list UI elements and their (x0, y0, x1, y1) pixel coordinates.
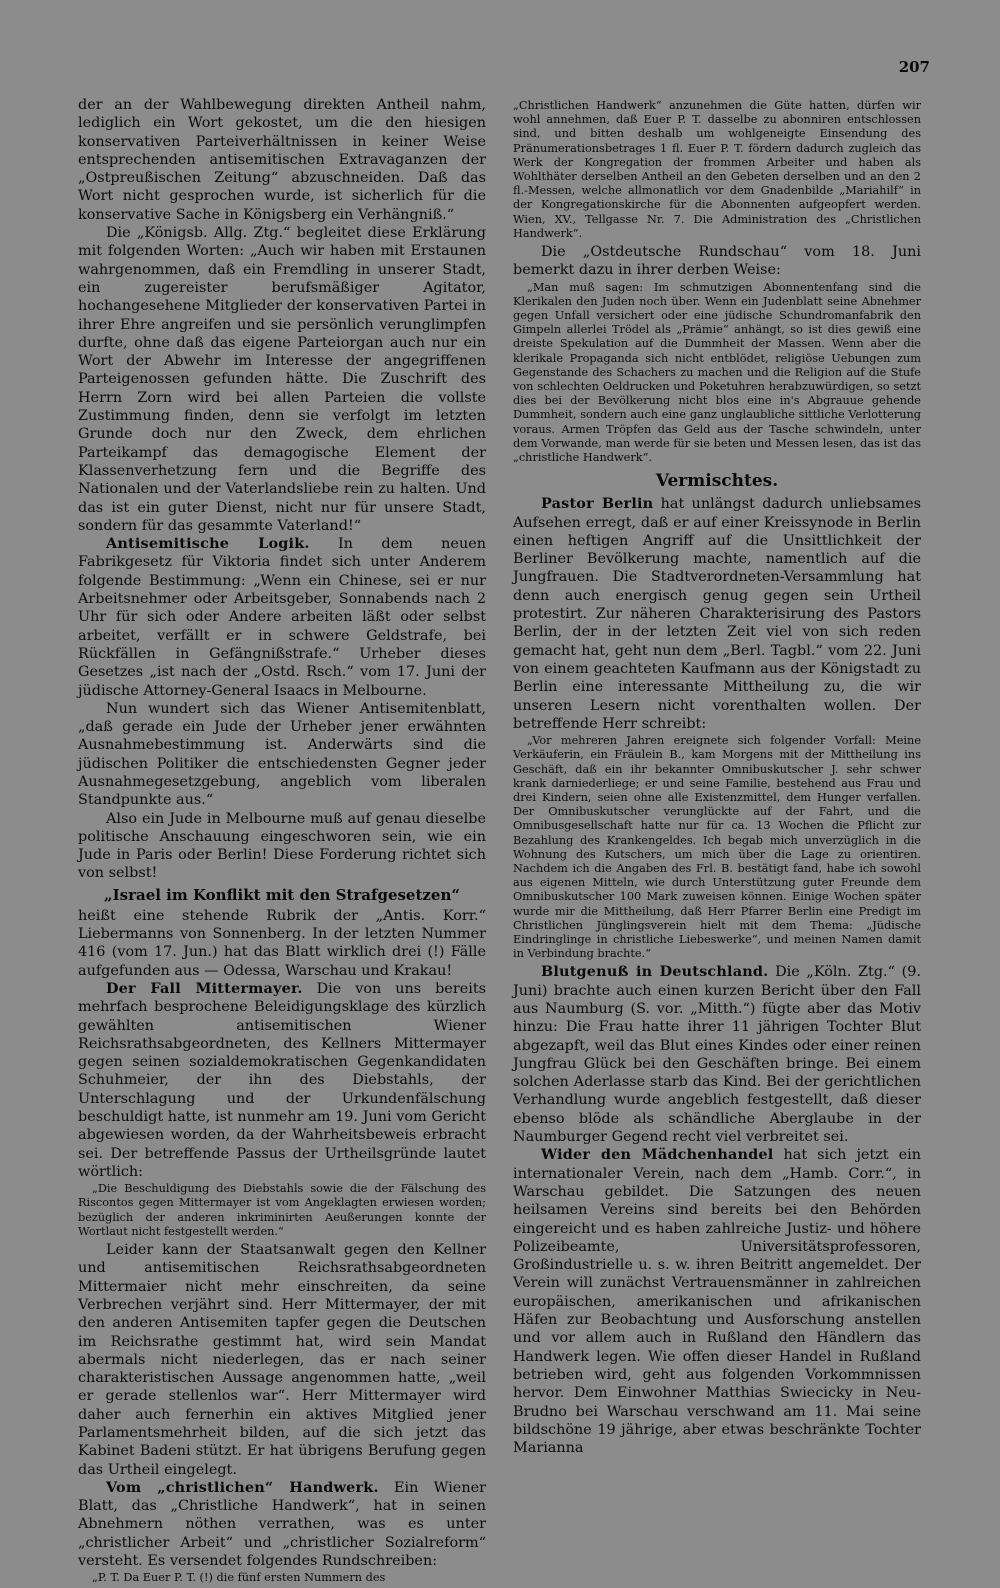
article-heading: Vom „christlichen“ Handwerk. (106, 1478, 379, 1496)
paragraph-text: heißt eine stehende Rubrik der „Antis. Korr.“ Liebermanns von Sonnenberg. In der letzten Nummer 416 (vom 17. Jun.) hat das Blatt wirklich drei (!) Fälle aufgefunden aus — Odessa, Warschau und Krakau! (78, 907, 486, 979)
paragraph (78, 1479, 486, 1570)
paragraph-text: Leider kann der Staatsanwalt gegen den Kellner und antisemitischen Reichsrathsabgeordneten Mittermaier nicht mehr einschreiten, da seine Verbrechen verjährt sind. Herr Mittermayer, der mit den anderen Antisemiten tapfer gegen die Deutschen im Reichsrathe gestimmt hat, wird sein Mandat abermals nicht niederlegen, das er nach seiner charakteristischen Aussage angenommen hatte, „weil er gerade stellenlos war“. Herr Mittermayer wird daher auch fernerhin ein aktives Mitglied jener Parlamentsmehrheit bilden, auf die sich jetzt das Kabinet Badeni stützt. Er hat übrigens Berufung gegen das Urtheil eingelegt. (78, 1242, 486, 1478)
section-heading: Vermischtes. (655, 471, 779, 492)
quoted-paragraph (78, 1571, 486, 1585)
paragraph-text: „P. T. Da Euer P. T. (!) die fünf ersten Nummern des (92, 1571, 386, 1585)
left-column (78, 96, 486, 1588)
paragraph-text: Nun wundert sich das Wiener Antisemitenblatt, „daß gerade ein Jude der Urheber jener erwähnten Ausnahmebestimmung ist. Anderwärts sind die jüdischen Politiker die entschiedensten Gegner jeder Ausnahmegesetzgebung, angeblich vom liberalen Standpunkte aus.“ (78, 700, 486, 809)
quoted-paragraph (78, 1182, 486, 1239)
paragraph-text: Die von uns bereits mehrfach besprochene Beleidigungsklage des kürzlich gewählten antisemitischen Wiener Reichsrathsabgeordneten, des Kellners Mittermayer gegen seinen sozialdemokratischen Gegenkandidaten Schuhmeier, der ihn des Diebstahls, der Unterschlagung und der Urkundenfälschung beschuldigt hatte, ist nunmehr am 19. Juni vom Gericht abgewiesen worden, da der Wahrheitsbeweis erbracht sei. Der betreffende Passus der Urtheilsgründe lautet wörtlich: (78, 980, 486, 1180)
paragraph (78, 96, 486, 224)
paragraph (78, 907, 486, 980)
paragraph-text: Die „Köln. Ztg.“ (9. Juni) brachte auch einen kurzen Bericht über den Fall aus Naumburg (S. vor. „Mitth.“) fügte aber das Motiv hinzu: Die Frau hatte ihrer 11 jährigen Tochter Blut abgezapft, weil das Blut eines Kindes oder einer reinen Jungfrau Glück bei den Geschäften bringe. Bei einem solchen Aderlasse starb das Kind. Bei der gerichtlichen Verhandlung wurde angeblich festgestellt, daß dieser ebenso blöde als schändliche Aberglaube in der Naumburger Gegend recht viel verbreitet sei. (513, 964, 921, 1146)
paragraph (78, 980, 486, 1181)
paragraph (78, 810, 486, 883)
paragraph (513, 1146, 921, 1457)
right-column (513, 98, 921, 1457)
paragraph-text: der an der Wahlbewegung direkten Antheil nahm, lediglich ein Wort gekostet, um die den hiesigen konservativen Parteiverhältnissen in keiner Weise entsprechenden antisemitischen Extravaganzen der „Ostpreußischen Zeitung“ abzuschneiden. Daß das Wort nicht gesprochen wurde, ist sicherlich für die konservative Sache in Königsberg ein Verhängniß.“ (78, 97, 486, 223)
paragraph-text: „Christlichen Handwerk“ anzunehmen die Güte hatten, dürfen wir wohl annehmen, daß Euer P. T. dasselbe zu abonniren entschlossen sind, und bitten deshalb um wohlgeneigte Einsendung des Pränumerationsbetrages 1 fl. Euer P. T. fördern dadurch zugleich das Werk der Kongregation der frommen Arbeiter und haben als Wohlthäter derselben Antheil an den Gebeten derselben und an den 2 fl.-Messen, welche allmonatlich vor dem Gnadenbilde „Mariahilf“ in der Kongregationskirche für die Abonnenten aufgeopfert werden. Wien, XV., Tellgasse Nr. 7. Die Administration des „Christlichen Handwerk“. (513, 99, 921, 240)
paragraph (513, 495, 921, 733)
paragraph (78, 1241, 486, 1479)
paragraph-text: Ein Wiener Blatt, das „Christliche Handwerk“, hat in seinen Abnehmern nöthen verrathen, was es unter „christlicher Arbeit“ und „christlicher Sozialreform“ versteht. Es versendet folgendes Rundschreiben: (78, 1479, 486, 1570)
paragraph (513, 243, 921, 280)
paragraph-text: „Man muß sagen: Im schmutzigen Abonnentenfang sind die Klerikalen den Juden noch über. Wenn ein Judenblatt seine Abnehmer gegen Unfall versichert oder eine jüdische Schundromanfabrik den Gimpeln allerlei Trödel als „Prämie“ anhängt, so ist dies gewiß eine dreiste Spekulation auf die Dummheit der Massen. Wenn aber die klerikale Propaganda sich nicht entblödet, religiöse Uebungen zum Gegenstande des Schachers zu machen und die Religion auf die Stufe von schlechten Oeldrucken und Poketuhren herabzuwürdigen, so setzt dies bei der Bevölkerung nicht blos eine in's Abgrauue gehende Dummheit, sondern auch eine ganz unglaubliche sittliche Verlotterung voraus. Armen Tröpfen das Geld aus der Tasche schwindeln, unter dem Vorwande, man werde für sie beten und Messen lesen, das ist das „christliche Handwerk“. (513, 280, 921, 465)
quoted-paragraph (513, 734, 921, 961)
paragraph-text: hat sich jetzt ein internationaler Verein, nach dem „Hamb. Corr.“, in Warschau gebildet. Die Satzungen des neuen heilsamen Vereins sind bereits bei den Behörden eingereicht und es haben zahlreiche Justiz- und höhere Polizeibeamte, Universitätsprofessoren, Großindustrielle u. s. w. ihren Beitritt angemeldet. Der Verein will zunächst Vertrauensmänner in zahlreichen europäischen, amerikanischen und afrikanischen Häfen zur Beobachtung und Ausforschung anstellen und vor allem auch in Rußland den Händlern das Handwerk legen. Wie offen dieser Handel in Rußland betrieben wird, geht aus folgenden Vorkommnissen hervor. Dem Einwohner Matthias Swiecicky in Neu-Brudno bei Warschau verschwand am 11. Mai seine bildschöne 19 jährige, aber etwas beschränkte Tochter Marianna (513, 1147, 921, 1457)
paragraph-text: „Die Beschuldigung des Diebstahls sowie die der Fälschung des Riscontos gegen Mittermayer ist vom Angeklagten erwiesen worden; bezüglich der anderen inkriminirten Aeußerungen konnte der Wortlaut nicht festgestellt werden.“ (78, 1182, 486, 1238)
paragraph-text: Also ein Jude in Melbourne muß auf genau dieselbe politische Anschauung eingeschworen sein, wie ein Jude in Paris oder Berlin! Diese Forderung richtet sich von selbst! (78, 810, 486, 882)
article-heading: Antisemitische Logik. (106, 535, 310, 553)
paragraph (78, 535, 486, 700)
paragraph (78, 224, 486, 535)
quoted-paragraph (513, 99, 921, 241)
paragraph-text: Die „Ostdeutsche Rundschau“ vom 18. Juni bemerkt dazu in ihrer derben Weise: (513, 244, 921, 279)
paragraph-text: „Vor mehreren Jahren ereignete sich folgender Vorfall: Meine Verkäuferin, ein Fräulein B., kam Morgens mit der Mittheilung ins Geschäft, daß ein ihr bekannter Omnibuskutscher J. sehr schwer krank darniederliege; er und seine Familie, bestehend aus Frau und drei Kindern, seien ohne alle Existenzmittel, dem Hunger verfallen. Der Omnibuskutscher verunglückte auf der Fahrt, und die Omnibusgesellschaft hatte nur für ca. 13 Wochen die Pflicht zur Bezahlung des Krankengeldes. Ich begab mich unverzüglich in die Wohnung des Kutschers, um mich über die Lage zu orientiren. Nachdem ich die Angaben des Frl. B. bestätigt fand, habe ich sowohl aus eigenen Mitteln, wie durch Unterstützung guter Freunde dem Omnibuskutscher 100 Mark zuweisen können. Einige Wochen später wurde mir die Mittheilung, daß Herr Pfarrer Berlin eine Predigt im Christlichen Jünglingsverein hielt mit dem Thema: „Jüdische Eindringlinge in christliche Liebeswerke“, und meinen Namen damit in Verbindung brachte.“ (513, 734, 921, 961)
quoted-paragraph (513, 281, 921, 466)
article-heading: Der Fall Mittermayer. (106, 979, 303, 997)
paragraph-text: hat unlängst dadurch unliebsames Aufsehen erregt, daß er auf einer Kreissynode in Berlin einen heftigen Angriff auf die Unsittlichkeit der Berliner Bevölkerung machte, namentlich auf die Jungfrauen. Die Stadtverordneten-Versammlung hat denn auch energisch genug gegen sein Urtheil protestirt. Zur näheren Charakterisirung des Pastors Berlin, der in der letzten Zeit viel von sich reden gemacht hat, geht nun dem „Berl. Tagbl.“ vom 22. Juni von einem geachteten Kaufmann aus der Königstadt zu Berlin eine interessante Mittheilung zu, die wir unseren Lesern nicht vorenthalten wollen. Der betreffende Herr schreibt: (513, 496, 921, 732)
paragraph-text: Die „Königsb. Allg. Ztg.“ begleitet diese Erklärung mit folgenden Worten: „Auch wir haben mit Erstaunen wahrgenommen, daß ein Fremdling in unserer Stadt, ein zugereister berufsmäßiger Agitator, hochangesehene Mitglieder der konservativen Partei in ihrer Ehre angreifen und sie persönlich verunglimpfen durfte, ohne daß das eigene Parteiorgan auch nur ein Wort der Abwehr im Interesse der angegriffenen Parteigenossen gefunden hätte. Die Zuschrift des Herrn Zorn wird bei allen Parteien die vollste Zustimmung finden, denn sie verfolgt im letzten Grunde doch nur den Zweck, dem ehrlichen Parteikampf das demagogische Element der Klassenverhetzung fern und die Begriffe des Nationalen und der Vaterlandsliebe rein zu halten. Und das ist ein guter Dienst, nicht nur für unsere Stadt, sondern für das gesammte Vaterland!“ (78, 225, 486, 534)
paragraph-text: In dem neuen Fabrikgesetz für Viktoria findet sich unter Anderem folgende Bestimmung: „Wenn ein Chinese, sei er nur Arbeitsnehmer oder Arbeitsgeber, Sonnabends nach 2 Uhr für sich oder Andere arbeiten läßt oder selbst arbeitet, verfällt er in schwere Geldstrafe, bei Rückfällen in Gefängnißstrafe.“ Urheber dieses Gesetzes „ist nach der „Ostd. Rsch.“ vom 17. Juni der jüdische Attorney-General Isaacs in Melbourne. (78, 536, 486, 699)
paragraph (78, 700, 486, 810)
page-number: 207 (898, 58, 930, 76)
paragraph (513, 963, 921, 1146)
article-heading: Pastor Berlin (541, 495, 654, 513)
article-heading: Blutgenuß in Deutschland. (541, 963, 769, 981)
rubric-heading: „Israel im Konflikt mit den Strafgesetzen“ (104, 885, 460, 904)
article-heading: Wider den Mädchenhandel (541, 1146, 774, 1164)
